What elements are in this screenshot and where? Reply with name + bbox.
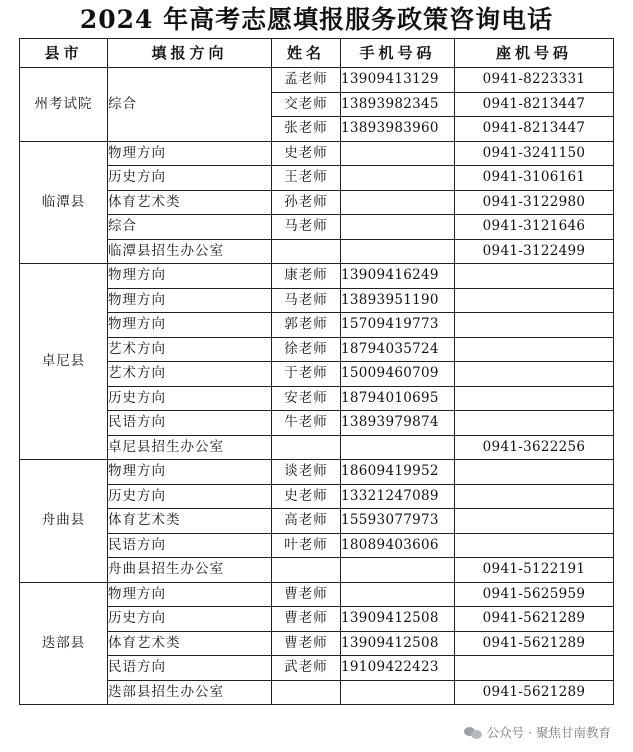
- mobile-cell: 13893982345: [341, 92, 455, 117]
- header-landline: 座机号码: [455, 39, 614, 68]
- contact-table: [19, 38, 614, 705]
- landline-cell: 0941-3122980: [455, 190, 614, 215]
- watermark-text: 公众号 · 聚焦甘南教育: [486, 725, 611, 740]
- landline-cell: [455, 411, 614, 436]
- mobile-cell: 18089403606: [341, 533, 455, 558]
- landline-cell: [455, 288, 614, 313]
- direction-cell: 历史方向: [108, 607, 272, 632]
- name-cell: 牛老师: [272, 411, 341, 436]
- table-row: [20, 656, 614, 681]
- name-cell: 孟老师: [272, 68, 341, 93]
- direction-cell: 民语方向: [108, 411, 272, 436]
- header-direction: 填报方向: [108, 39, 272, 68]
- table-row: [20, 166, 614, 191]
- landline-cell: [455, 386, 614, 411]
- table-row: [20, 386, 614, 411]
- landline-cell: [455, 362, 614, 387]
- direction-cell: 物理方向: [108, 264, 272, 289]
- header-county: 县市: [20, 39, 108, 68]
- table-row: [20, 411, 614, 436]
- mobile-cell: 13909412508: [341, 607, 455, 632]
- mobile-cell: 18794035724: [341, 337, 455, 362]
- direction-cell: 综合: [108, 68, 272, 142]
- name-cell: 史老师: [272, 141, 341, 166]
- mobile-cell: 19109422423: [341, 656, 455, 681]
- direction-cell: 综合: [108, 215, 272, 240]
- mobile-cell: [341, 582, 455, 607]
- direction-cell: 物理方向: [108, 288, 272, 313]
- wechat-icon: [464, 725, 482, 739]
- landline-cell: [455, 313, 614, 338]
- direction-cell: 体育艺术类: [108, 631, 272, 656]
- county-cell: 卓尼县: [20, 264, 108, 460]
- watermark: [460, 722, 615, 742]
- landline-cell: 0941-3122499: [455, 239, 614, 264]
- direction-cell: 民语方向: [108, 533, 272, 558]
- landline-cell: 0941-3106161: [455, 166, 614, 191]
- direction-cell: 物理方向: [108, 460, 272, 485]
- name-cell: 马老师: [272, 288, 341, 313]
- name-cell: 曹老师: [272, 582, 341, 607]
- mobile-cell: [341, 190, 455, 215]
- name-cell: 于老师: [272, 362, 341, 387]
- name-cell: 孙老师: [272, 190, 341, 215]
- mobile-cell: 13909412508: [341, 631, 455, 656]
- mobile-cell: [341, 166, 455, 191]
- name-cell: [272, 239, 341, 264]
- county-cell: 临潭县: [20, 141, 108, 264]
- name-cell: 王老师: [272, 166, 341, 191]
- direction-cell: 艺术方向: [108, 337, 272, 362]
- table-row: [20, 68, 614, 93]
- table-row: [20, 239, 614, 264]
- mobile-cell: [341, 141, 455, 166]
- county-cell: 迭部县: [20, 582, 108, 705]
- landline-cell: 0941-5625959: [455, 582, 614, 607]
- landline-cell: [455, 337, 614, 362]
- name-cell: 叶老师: [272, 533, 341, 558]
- name-cell: 谈老师: [272, 460, 341, 485]
- landline-cell: 0941-3121646: [455, 215, 614, 240]
- county-cell: 舟曲县: [20, 460, 108, 583]
- county-cell: 州考试院: [20, 68, 108, 142]
- landline-cell: [455, 656, 614, 681]
- table-row: [20, 288, 614, 313]
- mobile-cell: 15009460709: [341, 362, 455, 387]
- mobile-cell: [341, 435, 455, 460]
- mobile-cell: 13893979874: [341, 411, 455, 436]
- mobile-cell: 18609419952: [341, 460, 455, 485]
- direction-cell: 物理方向: [108, 313, 272, 338]
- mobile-cell: 18794010695: [341, 386, 455, 411]
- direction-cell: 物理方向: [108, 582, 272, 607]
- landline-cell: [455, 533, 614, 558]
- table-row: [20, 680, 614, 705]
- landline-cell: 0941-5621289: [455, 631, 614, 656]
- direction-cell: 历史方向: [108, 166, 272, 191]
- direction-cell: 舟曲县招生办公室: [108, 558, 272, 583]
- mobile-cell: [341, 215, 455, 240]
- direction-cell: 迭部县招生办公室: [108, 680, 272, 705]
- landline-cell: 0941-8213447: [455, 117, 614, 142]
- name-cell: 张老师: [272, 117, 341, 142]
- header-name: 姓名: [272, 39, 341, 68]
- direction-cell: 体育艺术类: [108, 190, 272, 215]
- mobile-cell: 15709419773: [341, 313, 455, 338]
- landline-cell: 0941-3622256: [455, 435, 614, 460]
- mobile-cell: [341, 558, 455, 583]
- table-row: [20, 435, 614, 460]
- table-row: [20, 141, 614, 166]
- name-cell: 曹老师: [272, 631, 341, 656]
- table-row: [20, 264, 614, 289]
- direction-cell: 历史方向: [108, 386, 272, 411]
- name-cell: [272, 558, 341, 583]
- direction-cell: 卓尼县招生办公室: [108, 435, 272, 460]
- mobile-cell: [341, 680, 455, 705]
- table-row: [20, 558, 614, 583]
- name-cell: 郭老师: [272, 313, 341, 338]
- name-cell: 曹老师: [272, 607, 341, 632]
- landline-cell: [455, 509, 614, 534]
- landline-cell: [455, 460, 614, 485]
- table-row: [20, 509, 614, 534]
- name-cell: 马老师: [272, 215, 341, 240]
- name-cell: 徐老师: [272, 337, 341, 362]
- mobile-cell: 15593077973: [341, 509, 455, 534]
- landline-cell: [455, 264, 614, 289]
- name-cell: 交老师: [272, 92, 341, 117]
- name-cell: 武老师: [272, 656, 341, 681]
- mobile-cell: 13893951190: [341, 288, 455, 313]
- name-cell: 安老师: [272, 386, 341, 411]
- direction-cell: 临潭县招生办公室: [108, 239, 272, 264]
- table-row: [20, 215, 614, 240]
- table-header-row: [20, 39, 614, 68]
- landline-cell: 0941-8223331: [455, 68, 614, 93]
- mobile-cell: 13909416249: [341, 264, 455, 289]
- name-cell: 高老师: [272, 509, 341, 534]
- direction-cell: 民语方向: [108, 656, 272, 681]
- mobile-cell: 13893983960: [341, 117, 455, 142]
- table-row: [20, 362, 614, 387]
- table-row: [20, 337, 614, 362]
- direction-cell: 艺术方向: [108, 362, 272, 387]
- landline-cell: [455, 484, 614, 509]
- name-cell: [272, 680, 341, 705]
- table-row: [20, 460, 614, 485]
- header-mobile: 手机号码: [341, 39, 455, 68]
- name-cell: 康老师: [272, 264, 341, 289]
- page-title: 2024 年高考志愿填报服务政策咨询电话: [79, 5, 554, 34]
- landline-cell: 0941-5621289: [455, 680, 614, 705]
- direction-cell: 物理方向: [108, 141, 272, 166]
- table-row: [20, 313, 614, 338]
- mobile-cell: [341, 239, 455, 264]
- table-row: [20, 631, 614, 656]
- table-row: [20, 484, 614, 509]
- landline-cell: 0941-5122191: [455, 558, 614, 583]
- table-row: [20, 582, 614, 607]
- name-cell: 史老师: [272, 484, 341, 509]
- landline-cell: 0941-5621289: [455, 607, 614, 632]
- mobile-cell: 13909413129: [341, 68, 455, 93]
- direction-cell: 体育艺术类: [108, 509, 272, 534]
- table-row: [20, 533, 614, 558]
- table-row: [20, 190, 614, 215]
- landline-cell: 0941-8213447: [455, 92, 614, 117]
- table-row: [20, 607, 614, 632]
- landline-cell: 0941-3241150: [455, 141, 614, 166]
- name-cell: [272, 435, 341, 460]
- mobile-cell: 13321247089: [341, 484, 455, 509]
- direction-cell: 历史方向: [108, 484, 272, 509]
